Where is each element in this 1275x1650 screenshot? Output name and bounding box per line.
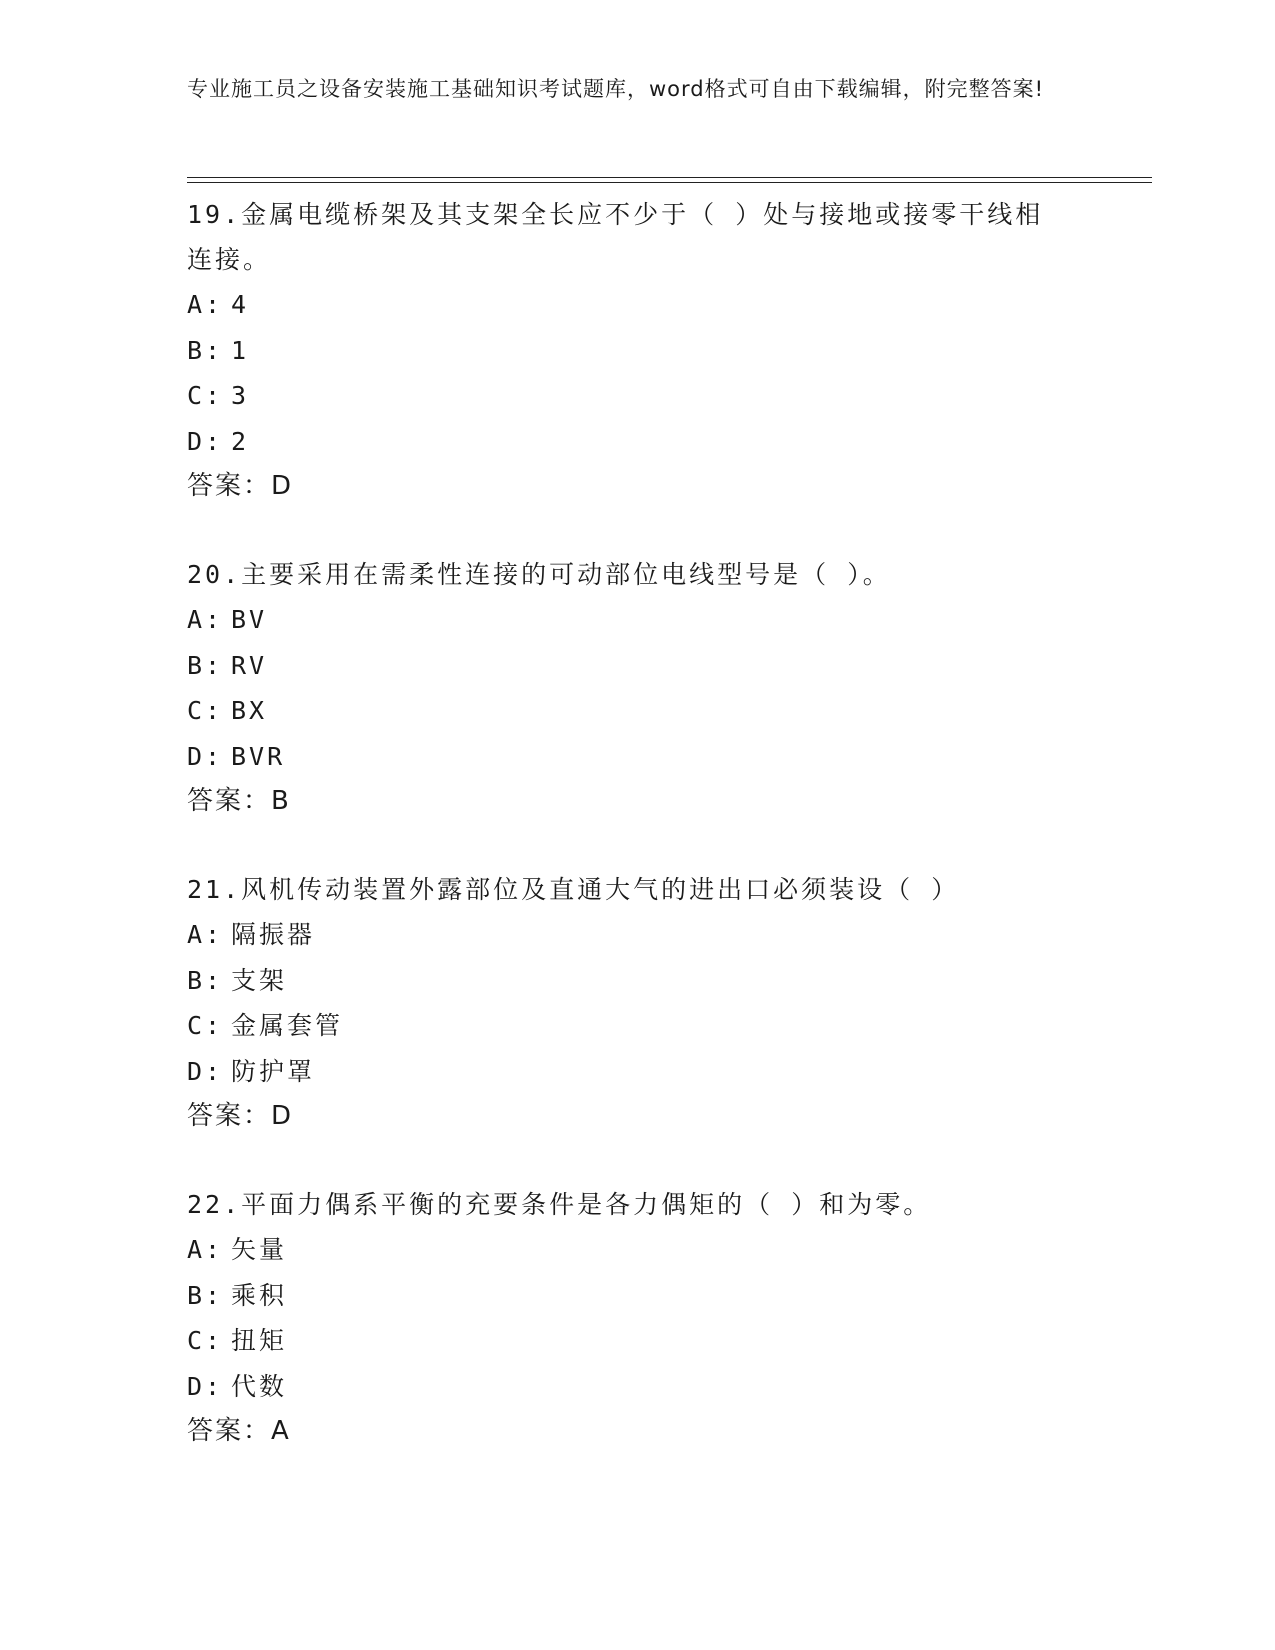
option-letter: D:	[187, 741, 224, 771]
option-letter: C:	[187, 381, 224, 410]
answer-line: 答案：D	[187, 471, 294, 501]
option-letter: C:	[187, 1011, 224, 1040]
option-letter: B:	[187, 335, 224, 365]
question-19	[187, 192, 1152, 508]
option-d	[187, 419, 1152, 465]
option-c	[187, 1003, 1152, 1049]
answer-line: 答案：D	[187, 1101, 294, 1131]
option-a	[187, 597, 1152, 643]
question-stem: 22.平面力偶系平衡的充要条件是各力偶矩的（ ）和为零。	[187, 1190, 932, 1219]
option-text: 4	[231, 290, 250, 319]
option-text: BV	[231, 605, 268, 634]
option-text: RV	[231, 650, 268, 680]
question-21	[187, 867, 1152, 1138]
option-text: 1	[231, 335, 250, 365]
option-letter: D:	[187, 1056, 224, 1086]
option-letter: A:	[187, 605, 224, 634]
answer-line: 答案：A	[187, 1416, 291, 1446]
option-text: 隔振器	[231, 920, 316, 949]
option-letter: B:	[187, 965, 224, 995]
option-b	[187, 328, 1152, 374]
option-letter: C:	[187, 696, 224, 725]
header-divider-bottom	[187, 182, 1152, 183]
option-letter: A:	[187, 920, 224, 949]
option-letter: C:	[187, 1326, 224, 1355]
option-text: BVR	[231, 741, 286, 771]
option-text: 2	[231, 426, 250, 456]
header-divider-top	[187, 177, 1152, 178]
option-text: 支架	[231, 965, 288, 995]
option-text: 扭矩	[231, 1326, 288, 1355]
question-22	[187, 1182, 1152, 1453]
option-b	[187, 643, 1152, 689]
answer-line: 答案：B	[187, 786, 291, 816]
option-letter: D:	[187, 426, 224, 456]
option-c	[187, 688, 1152, 734]
option-a	[187, 1227, 1152, 1273]
option-text: 矢量	[231, 1235, 288, 1264]
document-header: 专业施工员之设备安装施工基础知识考试题库，word格式可自由下载编辑，附完整答案!	[187, 77, 1045, 101]
option-c	[187, 1318, 1152, 1364]
question-stem: 19.金属电缆桥架及其支架全长应不少于（ ）处与接地或接零干线相连接。	[187, 200, 1044, 274]
option-d	[187, 1364, 1152, 1410]
option-letter: A:	[187, 1235, 224, 1264]
document-page	[187, 0, 1152, 1650]
question-list	[187, 192, 1152, 1497]
option-c	[187, 373, 1152, 419]
option-letter: B:	[187, 650, 224, 680]
option-text: 3	[231, 381, 250, 410]
option-a	[187, 282, 1152, 328]
option-text: 防护罩	[231, 1056, 316, 1086]
option-d	[187, 734, 1152, 780]
option-letter: B:	[187, 1280, 224, 1310]
option-b	[187, 958, 1152, 1004]
option-letter: D:	[187, 1371, 224, 1401]
option-text: 乘积	[231, 1280, 288, 1310]
question-stem: 21.风机传动装置外露部位及直通大气的进出口必须装设（ ）	[187, 875, 960, 904]
option-a	[187, 912, 1152, 958]
question-20	[187, 552, 1152, 823]
option-d	[187, 1049, 1152, 1095]
option-letter: A:	[187, 290, 224, 319]
option-text: 金属套管	[231, 1011, 344, 1040]
question-stem: 20.主要采用在需柔性连接的可动部位电线型号是（ ）。	[187, 560, 891, 589]
option-b	[187, 1273, 1152, 1319]
option-text: BX	[231, 696, 268, 725]
option-text: 代数	[231, 1371, 288, 1401]
